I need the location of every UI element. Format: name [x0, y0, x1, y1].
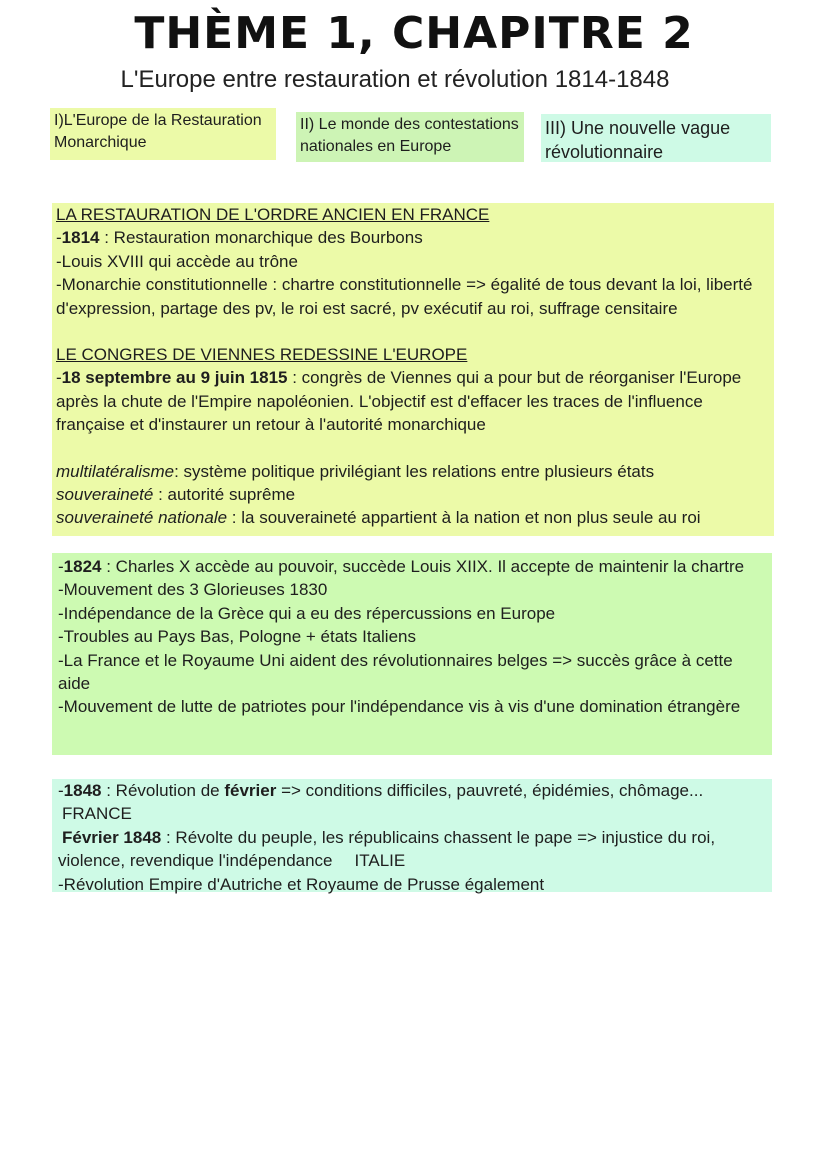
definition-term: multilatéralisme: [56, 461, 175, 481]
definition-term: souveraineté: [56, 485, 154, 505]
list-item: -Monarchie constitutionnelle : chartre constitutionnelle => égalité de tous devant la loi, liberté d'expression, partage des pv, le roi est sacré, pv exécutif au roi, suffrage censitaire: [56, 275, 753, 318]
list-item: -1814 : Restauration monarchique des Bourbons: [56, 228, 423, 248]
list-item: Février 1848 : Révolte du peuple, les républicains chassent le pape => injustice du roi, violence, revendique l'indépendance ITALIE: [58, 827, 716, 871]
section-heading: LA RESTAURATION DE L'ORDRE ANCIEN EN FRANCE: [56, 205, 490, 224]
toc-item-part-2: II) Le monde des contestations nationales en Europe: [296, 112, 524, 162]
country-label: ITALIE: [354, 851, 406, 871]
definition: souveraineté : autorité suprême: [56, 485, 296, 505]
date-label: 1848: [63, 781, 102, 800]
definition: souveraineté nationale : la souveraineté appartient à la nation et non plus seule au roi: [56, 508, 701, 528]
date-label: 1824: [63, 557, 102, 576]
list-item: -Mouvement des 3 Glorieuses 1830: [58, 580, 328, 600]
page-title: THÈME 1, CHAPITRE 2: [134, 8, 694, 59]
toc-item-part-3: III) Une nouvelle vague révolutionnaire: [541, 114, 771, 162]
toc-item-part-1: I)L'Europe de la Restauration Monarchique: [50, 108, 276, 160]
date-label: Février 1848: [62, 827, 162, 847]
section-restauration: [52, 203, 774, 536]
list-item: -1824 : Charles X accède au pouvoir, succède Louis XIIX. Il accepte de maintenir la chartre: [58, 557, 745, 576]
list-item: -Troubles au Pays Bas, Pologne + états Italiens: [58, 627, 416, 647]
definition-term: souveraineté nationale: [56, 508, 228, 528]
section-contestations: [52, 553, 772, 755]
list-item: -Révolution Empire d'Autriche et Royaume de Prusse également: [58, 874, 545, 894]
country-label: FRANCE: [62, 804, 132, 824]
list-item: -Louis XVIII qui accède au trône: [56, 251, 298, 271]
date-label: 1814: [61, 228, 100, 248]
section-revolution: [52, 779, 772, 892]
definition: multilatéralisme: système politique privilégiant les relations entre plusieurs états: [56, 461, 655, 481]
page-subtitle: L'Europe entre restauration et révolution 1814-1848: [120, 66, 670, 93]
section-heading: LE CONGRES DE VIENNES REDESSINE L'EUROPE: [56, 345, 468, 365]
list-item: -Mouvement de lutte de patriotes pour l'indépendance vis à vis d'une domination étrangère: [58, 697, 741, 717]
list-item: -1848 : Révolution de février => conditions difficiles, pauvreté, épidémies, chômage...: [58, 781, 704, 800]
date-label: 18 septembre au 9 juin 1815: [61, 368, 288, 388]
list-item: -18 septembre au 9 juin 1815 : congrès de Viennes qui a pour but de réorganiser l'Europe après la chute de l'Empire napoléonien. L'objectif est d'effacer les traces de l'influence française et d'instaurer un retour à l'autorité monarchique: [56, 368, 742, 435]
list-item: -La France et le Royaume Uni aident des révolutionnaires belges => succès grâce à cette aide: [58, 650, 733, 694]
list-item: -Indépendance de la Grèce qui a eu des répercussions en Europe: [58, 603, 556, 623]
